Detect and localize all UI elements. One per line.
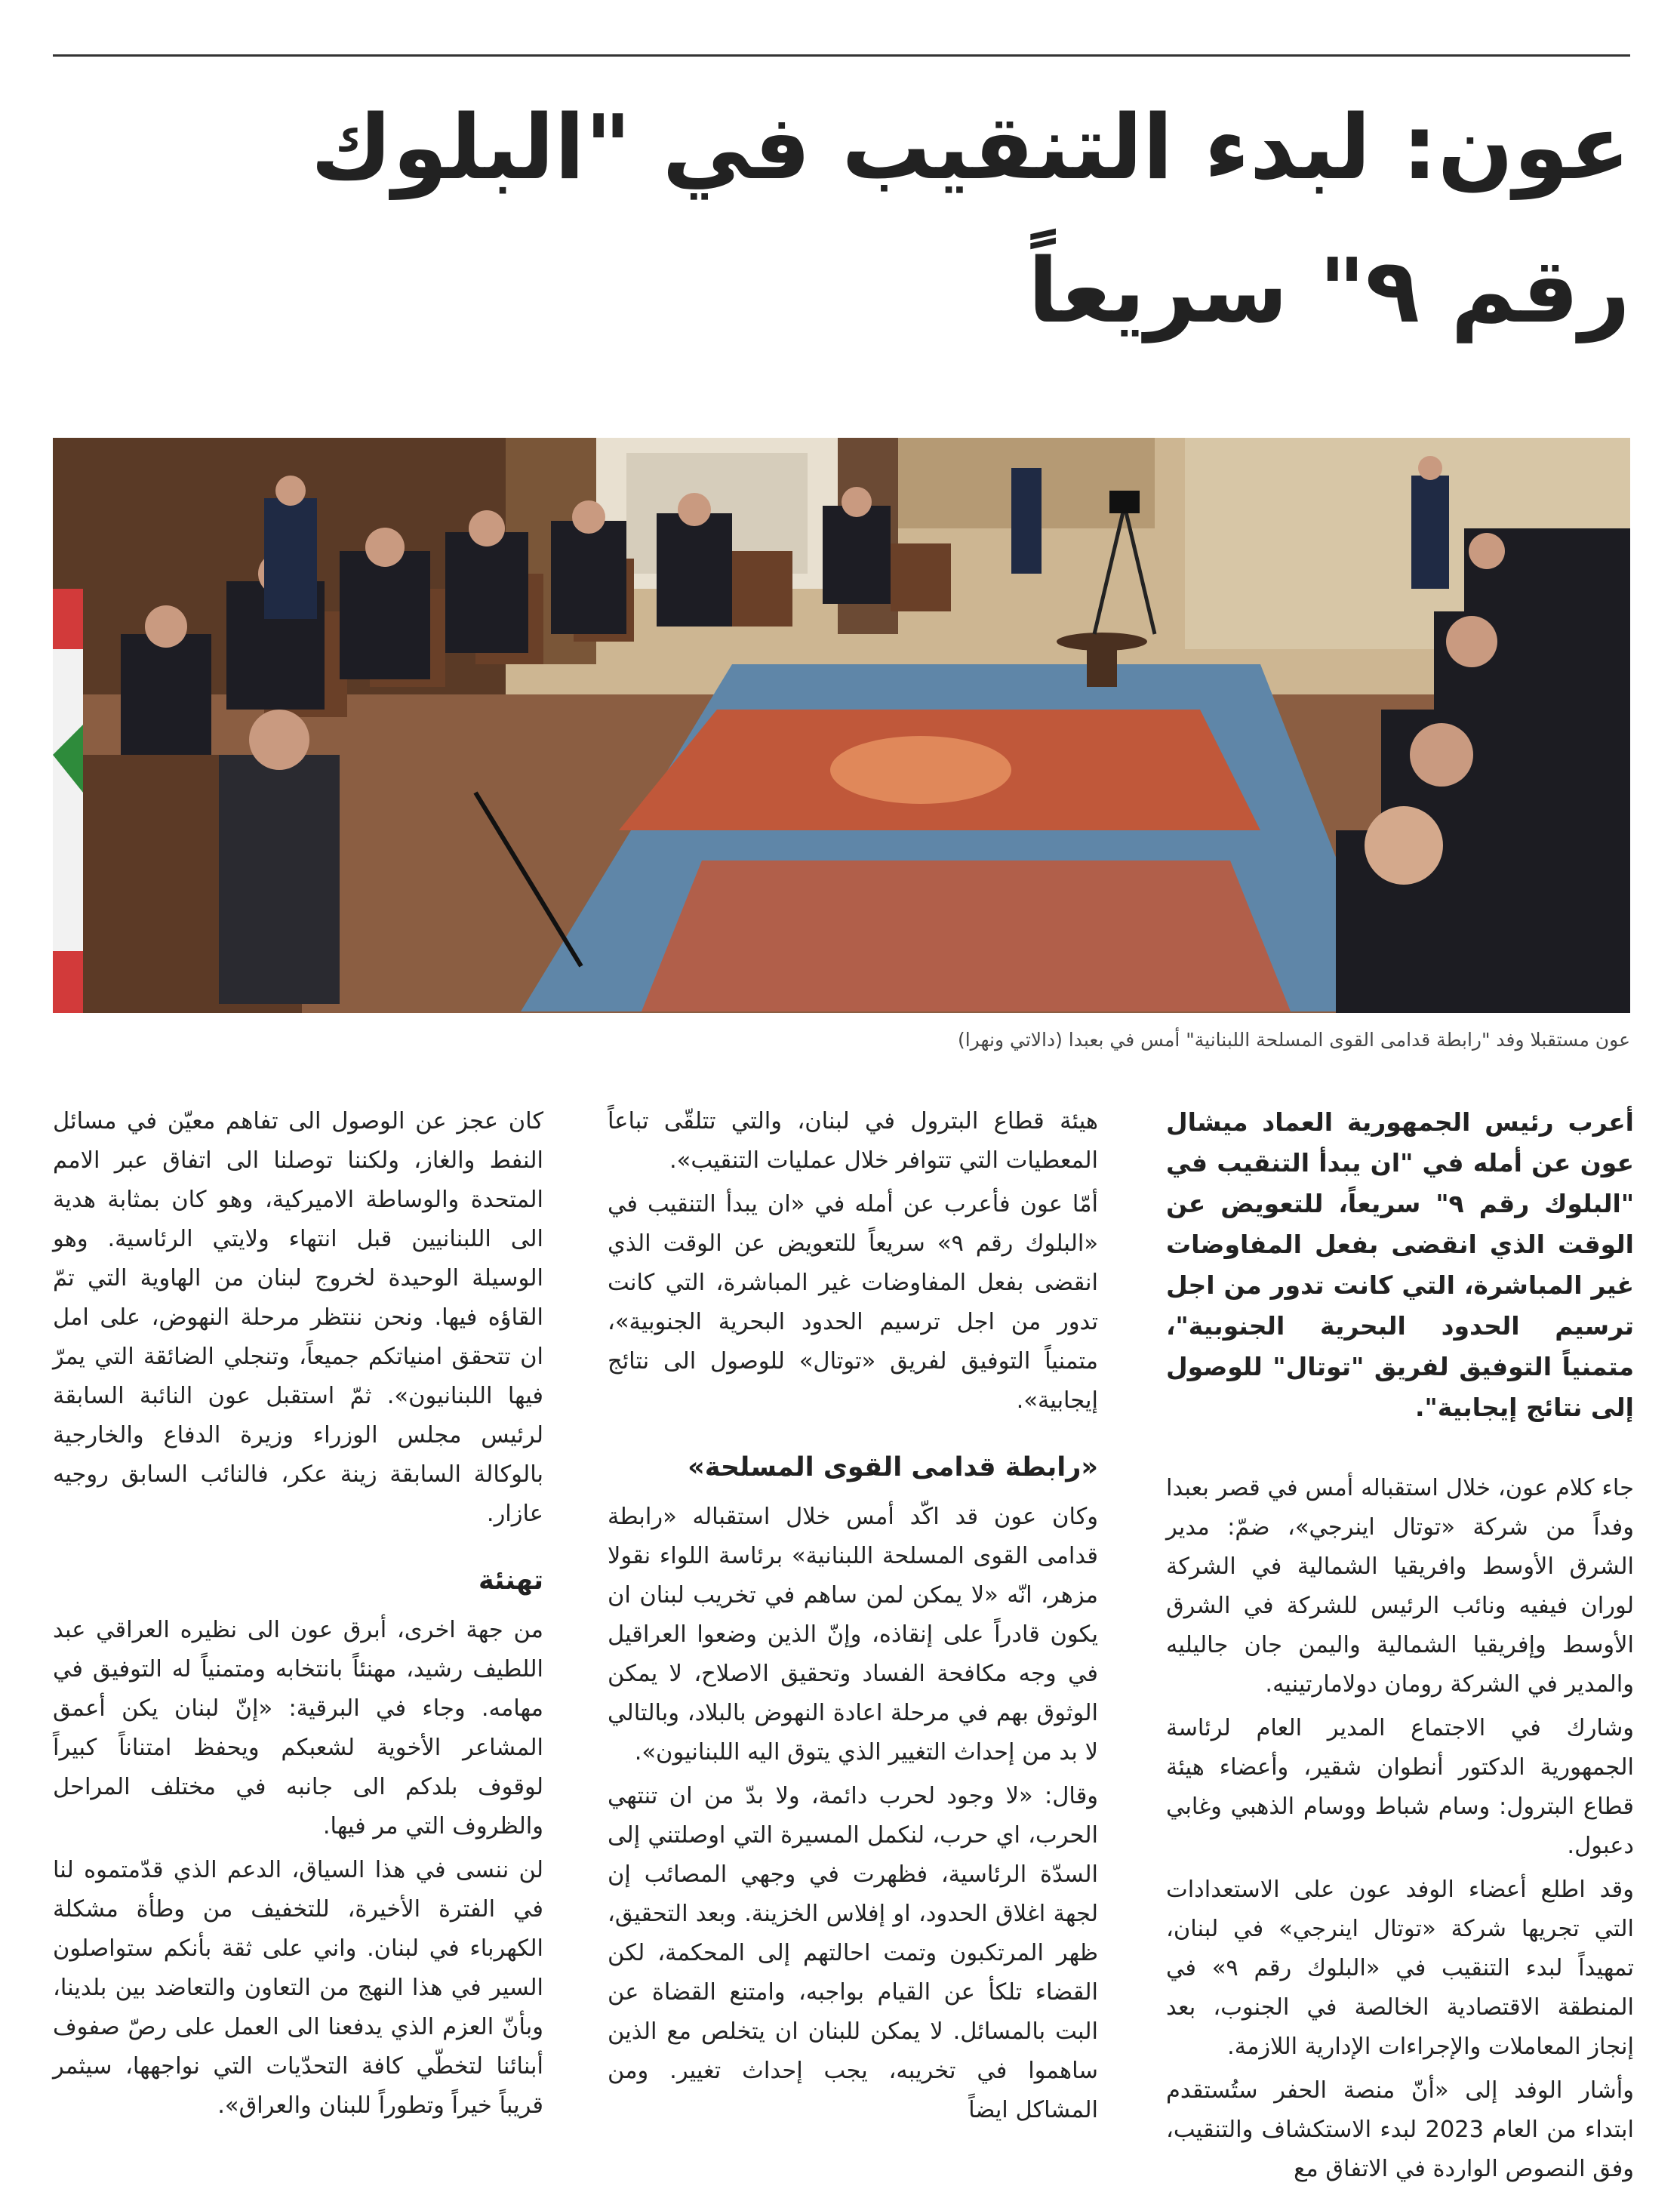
paragraph: من جهة اخرى، أبرق عون الى نظيره العراقي عبد اللطيف رشيد، مهنئاً بانتخابه ومتمنياً له التوفيق في مهامه. وجاء في البرقية: «إنّ لبنان يكن أعمق المشاعر الأخوية لشعبكم ويحفظ امتناناً كبيراً لوقوف بلدكم الى جانبه في مختلف المراحل والظروف التي مر فيها.: [53, 1617, 543, 1840]
section-subhead: «رابطة قدامى القوى المسلحة»: [688, 1452, 1098, 1482]
paragraph: لن ننسى في هذا السياق، الدعم الذي قدّمتموه لنا في الفترة الأخيرة، للتخفيف من وطأة مشكلة الكهرباء في لبنان. واني على ثقة بأنكم ستواصلون السير في هذا النهج من التعاون والتعاضد بين بلدينا، وبأنّ العزم الذي يدفعنا الى العمل على رصّ صفوف أبنائنا لتخطّي كافة التحدّيات التي نواجهها، سيثمر قريباً خيراً وتطوراً للبنان والعراق».: [53, 1857, 543, 2119]
column-right: [1166, 1102, 1635, 2182]
photo-icon: [53, 438, 1630, 1013]
paragraph: وقال: «لا وجود لحرب دائمة، ولا بدّ من ان تنتهي الحرب، اي حرب، لنكمل المسيرة التي اوصلتني إلى السدّة الرئاسية، فظهرت في وجهي المصائب إن لجهة اغلاق الحدود، او إفلاس الخزينة. وبعد التحقيق، ظهر المرتكبون وتمت احالتهم إلى المحكمة، لكن القضاء تلكأ عن القيام بواجبه، وامتنع القضاة عن البت بالمسائل. لا يمكن للبنان ان يتخلص مع الذين ساهموا في تخريبه، يجب إحداث تغيير. ومن المشاكل ايضاً: [608, 1783, 1098, 2123]
column-middle: [608, 1102, 1098, 2166]
lebanese-flag-icon: [53, 589, 83, 1013]
carpet-medallion: [830, 736, 1011, 804]
carpet-red-2: [642, 861, 1291, 1011]
article-photo: [53, 438, 1630, 1013]
top-rule: [53, 54, 1630, 57]
side-table-leg: [1087, 642, 1117, 687]
chair: [891, 543, 951, 611]
paragraph: وشارك في الاجتماع المدير العام لرئاسة الجمهورية الدكتور أنطوان شقير، وأعضاء هيئة قطاع البترول: وسام شباط ووسام الذهبي وغابي دعبول.: [1166, 1715, 1634, 1859]
chair: [732, 551, 792, 627]
paragraph: أمّا عون فأعرب عن أمله في «ان يبدأ التنقيب في «البلوك رقم ٩» سريعاً للتعويض عن الوقت الذي انقضى بفعل المفاوضات غير المباشرة، التي كانت تدور من اجل ترسيم الحدود البحرية الجنوبية»، متمنياً التوفيق لفريق «توتال» للوصول الى نتائج إيجابية».: [608, 1191, 1098, 1414]
headline-line-2: رقم ٩" سريعاً: [1027, 239, 1630, 343]
photo-caption: عون مستقبلا وفد "رابطة قدامى القوى المسلحة اللبنانية" أمس في بعبدا (دالاتي ونهرا): [957, 1029, 1630, 1051]
section-subhead: تهنئة: [478, 1566, 543, 1596]
paragraph: كان عجز عن الوصول الى تفاهم معيّن في مسائل النفط والغاز، ولكننا توصلنا الى اتفاق عبر الامم المتحدة والوساطة الاميركية، وهو كان بمثابة هدية الى اللبنانيين قبل انتهاء ولايتي الرئاسية. وهو الوسيلة الوحيدة لخروج لبنان من الهاوية التي تمّ القاؤه فيها. ونحن ننتظر مرحلة النهوض، على امل ان تتحقق امنياتكم جميعاً، وتنجلي الضائقة التي يمرّ فيها اللبنانيون». ثمّ استقبل عون النائبة السابقة لرئيس مجلس الوزراء وزيرة الدفاع والخارجية بالوكالة السابقة زينة عكر، فالنائب السابق روجيه عازار.: [53, 1108, 543, 1527]
paragraph: وأشار الوفد إلى «أنّ منصة الحفر ستُستقدم ابتداء من العام 2023 لبدء الاستكشاف والتنقيب، وفق النصوص الواردة في الاتفاق مع: [1166, 2077, 1634, 2182]
headline-line-1: عون: لبدء التنقيب في "البلوك: [310, 95, 1630, 199]
column-left: [53, 1102, 543, 2166]
paragraph: وكان عون قد اكّد أمس خلال استقباله «رابطة قدامى القوى المسلحة اللبنانية» برئاسة اللواء نقولا مزهر، انّه «لا يمكن لمن ساهم في تخريب لبنان ان يكون قادراً على إنقاذه، وإنّ الذين وضعوا العراقيل في وجه مكافحة الفساد وتحقيق الاصلاح، لا يمكن الوثوق بهم في مرحلة اعادة النهوض بالبلاد، وبالتالي لا بد من إحداث التغيير الذي يتوق اليه اللبنانيون».: [608, 1504, 1098, 1766]
camera-icon: [1109, 491, 1140, 513]
paragraph: وقد اطلع أعضاء الوفد عون على الاستعدادات التي تجريها شركة «توتال اينرجي» في لبنان، تمهيداً لبدء التنقيب في «البلوك رقم ٩» في المنطقة الاقتصادية الخالصة في الجنوب، بعد إنجاز المعاملات والإجراءات الإدارية اللازمة.: [1166, 1877, 1635, 2060]
lead-paragraph: أعرب رئيس الجمهورية العماد ميشال عون عن أمله في "ان يبدأ التنقيب في "البلوك رقم ٩" سريعاً، للتعويض عن الوقت الذي انقضى بفعل المفاوضات غير المباشرة، التي كانت تدور من اجل ترسيم الحدود البحرية الجنوبية"، متمنياً التوفيق لفريق "توتال" للوصول إلى نتائج إيجابية".: [1166, 1107, 1635, 1422]
paragraph: هيئة قطاع البترول في لبنان، والتي تتلقّى تباعاً المعطيات التي تتوافر خلال عمليات التنقيب».: [608, 1108, 1098, 1174]
paragraph: جاء كلام عون، خلال استقباله أمس في قصر بعبدا وفداً من شركة «توتال اينرجي»، ضمّ: مدير الشرق الأوسط وافريقيا الشمالية في الشركة لوران فيفيه ونائب الرئيس للشركة في الشرق الأوسط وإفريقيا الشمالية واليمن جان جاليليه والمدير في الشركة رومان دولامارتينيه.: [1166, 1475, 1634, 1698]
article-headline: [53, 75, 1630, 362]
